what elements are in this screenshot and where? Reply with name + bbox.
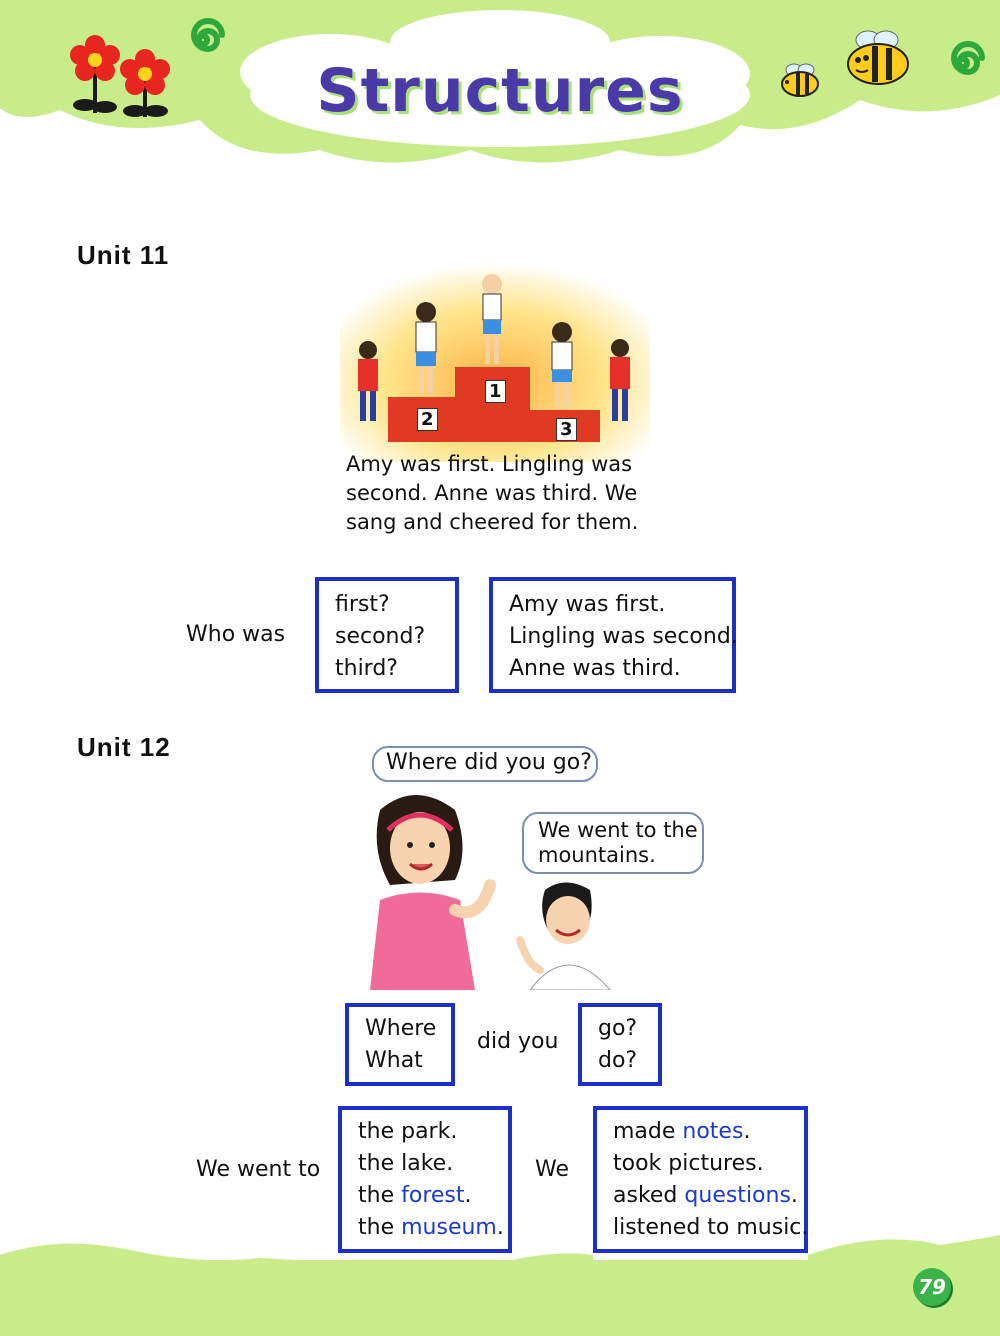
place-line: the forest. bbox=[358, 1183, 472, 1208]
option-second: second? bbox=[335, 624, 426, 649]
unit-12-heading: Unit 12 bbox=[77, 732, 171, 762]
footer-banner bbox=[0, 1210, 1000, 1336]
activity-line: listened to music. bbox=[613, 1215, 809, 1240]
option-first: first? bbox=[335, 592, 390, 617]
did-you-text: did you bbox=[477, 1029, 559, 1054]
page-number-badge bbox=[913, 1268, 951, 1306]
answer-line: Amy was first. bbox=[509, 592, 666, 617]
speech-bubble-answer bbox=[522, 812, 704, 874]
answer-line: Lingling was second. bbox=[509, 624, 738, 649]
activity-line: took pictures. bbox=[613, 1151, 764, 1176]
verbs-box bbox=[578, 1003, 662, 1086]
unit-11-heading: Unit 11 bbox=[77, 240, 170, 270]
question-prefix: Who was bbox=[186, 622, 286, 647]
option-third: third? bbox=[335, 656, 398, 681]
caption-line: sang and cheered for them. bbox=[346, 510, 639, 534]
bee-icon bbox=[778, 60, 823, 100]
bubble-question-text: Where did you go? bbox=[386, 750, 592, 775]
bubble-answer-line: We went to the bbox=[538, 818, 698, 842]
page-number: 79 bbox=[918, 1275, 946, 1299]
question-options-box bbox=[315, 577, 459, 693]
verb-option: do? bbox=[598, 1048, 638, 1073]
activity-line: asked questions. bbox=[613, 1183, 798, 1208]
place-line: the lake. bbox=[358, 1151, 454, 1176]
went-to-prefix: We went to bbox=[196, 1157, 321, 1182]
caption-line: Amy was first. Lingling was bbox=[346, 452, 633, 476]
spiral-icon bbox=[175, 12, 230, 67]
caption-line: second. Anne was third. We bbox=[346, 481, 638, 505]
bee-icon bbox=[840, 28, 915, 90]
we-label: We bbox=[535, 1157, 569, 1182]
wh-word: Where bbox=[365, 1016, 437, 1041]
answer-line: Anne was third. bbox=[509, 656, 681, 681]
podium-number: 3 bbox=[556, 418, 577, 441]
podium-number: 2 bbox=[417, 408, 438, 431]
podium-number: 1 bbox=[485, 380, 506, 403]
vocab-highlight: questions bbox=[684, 1183, 791, 1208]
wh-words-box bbox=[345, 1003, 455, 1086]
page-title: Structures bbox=[316, 56, 684, 126]
vocab-highlight: museum bbox=[401, 1215, 497, 1240]
place-line: the park. bbox=[358, 1119, 458, 1144]
place-line: the museum. bbox=[358, 1215, 504, 1240]
verb-option: go? bbox=[598, 1016, 638, 1041]
podium-illustration bbox=[340, 262, 650, 462]
flower-icon bbox=[60, 25, 190, 120]
vocab-highlight: forest bbox=[401, 1183, 465, 1208]
wh-word: What bbox=[365, 1048, 423, 1073]
unit-11-caption bbox=[346, 450, 638, 537]
answers-box bbox=[489, 577, 736, 693]
bubble-answer-line: mountains. bbox=[538, 843, 656, 867]
activity-line: made notes. bbox=[613, 1119, 751, 1144]
vocab-highlight: notes bbox=[682, 1119, 744, 1144]
speech-bubble-question bbox=[372, 746, 598, 782]
spiral-icon bbox=[935, 35, 990, 90]
